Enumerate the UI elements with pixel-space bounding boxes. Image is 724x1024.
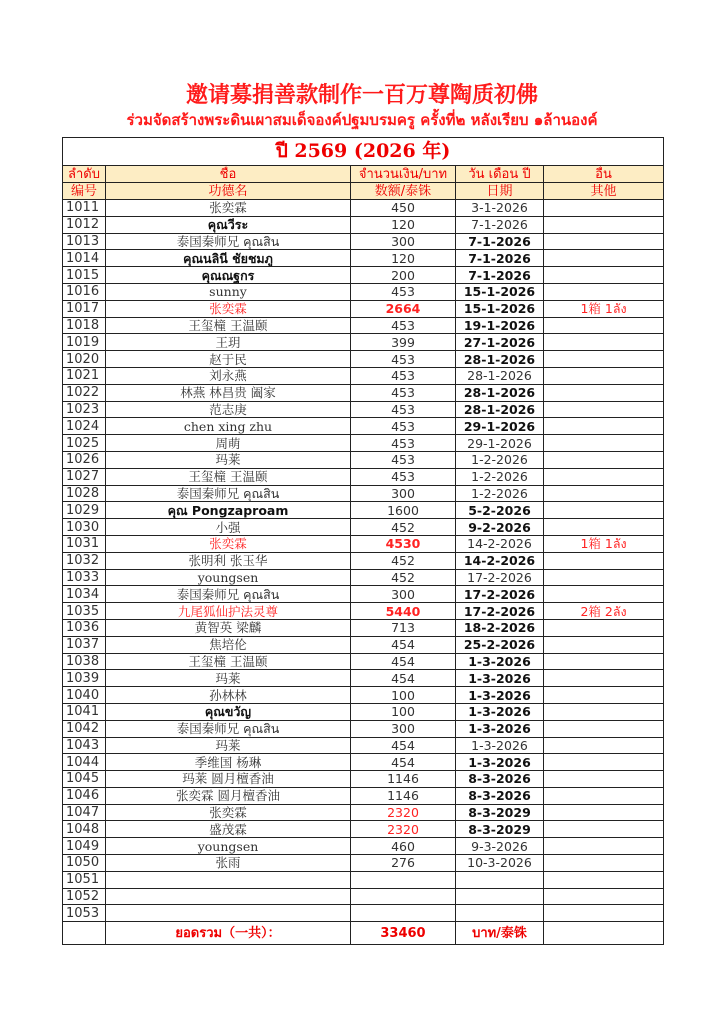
table-row: [63, 670, 664, 687]
other-note: [544, 200, 664, 217]
donation-date: 25-2-2026: [456, 636, 544, 653]
total-unit: บาท/泰铢: [456, 922, 544, 945]
row-id: 1042: [63, 720, 106, 737]
row-id: 1027: [63, 468, 106, 485]
other-note: [544, 771, 664, 788]
row-id: 1052: [63, 888, 106, 905]
row-id: 1039: [63, 670, 106, 687]
donation-date: 28-1-2026: [456, 384, 544, 401]
other-note: [544, 216, 664, 233]
table-row: [63, 300, 664, 317]
header-amount-th: จำนวนเงิน/บาท: [351, 166, 456, 183]
donor-name: คุณขวัญ: [106, 703, 351, 720]
donation-amount: 453: [351, 435, 456, 452]
donor-name: 周萌: [106, 435, 351, 452]
donation-date: 1-3-2026: [456, 653, 544, 670]
donation-amount: 453: [351, 401, 456, 418]
donation-date: 10-3-2026: [456, 855, 544, 872]
table-row: [63, 687, 664, 704]
other-note: [544, 888, 664, 905]
donation-date: 15-1-2026: [456, 300, 544, 317]
header-other-zh: 其他: [544, 183, 664, 200]
other-note: [544, 720, 664, 737]
donation-amount: 453: [351, 451, 456, 468]
other-note: [544, 485, 664, 502]
donation-date: 1-3-2026: [456, 737, 544, 754]
other-note: [544, 737, 664, 754]
year-row: [63, 138, 664, 166]
header-name-zh: 功德名: [106, 183, 351, 200]
other-note: [544, 804, 664, 821]
header-id-th: ลำดับ: [63, 166, 106, 183]
donor-name: 王玺橦 王温颐: [106, 468, 351, 485]
table-row: [63, 905, 664, 922]
donor-name: chen xing zhu: [106, 418, 351, 435]
table-row: [63, 804, 664, 821]
donation-amount: 1146: [351, 771, 456, 788]
donation-amount: [351, 888, 456, 905]
donation-amount: 453: [351, 384, 456, 401]
page-title: 邀请募捐善款制作一百万尊陶质初佛: [185, 83, 538, 108]
donation-amount: 452: [351, 552, 456, 569]
header-row-chinese: [63, 183, 664, 200]
donation-date: 3-1-2026: [456, 200, 544, 217]
row-id: 1024: [63, 418, 106, 435]
row-id: 1015: [63, 267, 106, 284]
donation-date: 17-2-2026: [456, 603, 544, 620]
donor-name: 盛茂霖: [106, 821, 351, 838]
row-id: 1053: [63, 905, 106, 922]
other-note: [544, 418, 664, 435]
other-note: [544, 233, 664, 250]
table-row: [63, 233, 664, 250]
donation-date: 8-3-2029: [456, 804, 544, 821]
table-row: [63, 653, 664, 670]
donor-name: sunny: [106, 283, 351, 300]
donation-date: 8-3-2026: [456, 787, 544, 804]
donation-amount: 454: [351, 670, 456, 687]
donor-name: 刘永燕: [106, 367, 351, 384]
donation-amount: [351, 905, 456, 922]
donation-date: 9-3-2026: [456, 838, 544, 855]
row-id: 1038: [63, 653, 106, 670]
other-note: 1箱 1ลัง: [544, 300, 664, 317]
donation-amount: 300: [351, 233, 456, 250]
row-id: 1019: [63, 334, 106, 351]
donor-name: 泰国秦师兄 คุณสิน: [106, 586, 351, 603]
row-id: 1041: [63, 703, 106, 720]
year-heading: ปี 2569 (2026 年): [63, 138, 664, 166]
row-id: 1013: [63, 233, 106, 250]
row-id: 1025: [63, 435, 106, 452]
table-row: [63, 720, 664, 737]
donation-date: 15-1-2026: [456, 283, 544, 300]
donation-date: 7-1-2026: [456, 233, 544, 250]
row-id: 1036: [63, 619, 106, 636]
row-id: 1030: [63, 519, 106, 536]
donation-date: 8-3-2026: [456, 771, 544, 788]
row-id: 1011: [63, 200, 106, 217]
table-row: [63, 821, 664, 838]
other-note: [544, 687, 664, 704]
table-row: [63, 502, 664, 519]
row-id: 1046: [63, 787, 106, 804]
row-id: 1044: [63, 754, 106, 771]
table-row: [63, 636, 664, 653]
table-row: [63, 401, 664, 418]
donor-name: [106, 905, 351, 922]
row-id: 1051: [63, 871, 106, 888]
donor-name: 玛莱: [106, 451, 351, 468]
other-note: [544, 384, 664, 401]
row-id: 1014: [63, 250, 106, 267]
donation-date: 1-3-2026: [456, 703, 544, 720]
other-note: [544, 519, 664, 536]
other-note: [544, 401, 664, 418]
donation-date: 7-1-2026: [456, 250, 544, 267]
donor-name: 张奕霖: [106, 535, 351, 552]
donation-amount: 2320: [351, 821, 456, 838]
row-id: 1050: [63, 855, 106, 872]
donor-name: 林燕 林昌贵 阖家: [106, 384, 351, 401]
other-note: [544, 787, 664, 804]
donor-name: คุณนลินี ชัยชมภู: [106, 250, 351, 267]
row-id: 1032: [63, 552, 106, 569]
table-row: [63, 787, 664, 804]
total-other-cell: [544, 922, 664, 945]
table-row: [63, 737, 664, 754]
donation-date: 17-2-2026: [456, 586, 544, 603]
donation-amount: 300: [351, 485, 456, 502]
donation-date: 7-1-2026: [456, 216, 544, 233]
donation-amount: 100: [351, 703, 456, 720]
donor-name: 黄智英 梁麟: [106, 619, 351, 636]
donor-name: 张雨: [106, 855, 351, 872]
row-id: 1047: [63, 804, 106, 821]
donor-name: 孙林林: [106, 687, 351, 704]
row-id: 1034: [63, 586, 106, 603]
donation-date: 29-1-2026: [456, 435, 544, 452]
donor-name: 张明利 张玉华: [106, 552, 351, 569]
table-row: [63, 283, 664, 300]
total-amount: 33460: [351, 922, 456, 945]
header-name-th: ชื่อ: [106, 166, 351, 183]
donation-date: 17-2-2026: [456, 569, 544, 586]
donation-amount: 2320: [351, 804, 456, 821]
donation-amount: 453: [351, 418, 456, 435]
table-row: [63, 485, 664, 502]
donation-amount: [351, 871, 456, 888]
donor-name: 泰国秦师兄 คุณสิน: [106, 485, 351, 502]
table-row: [63, 569, 664, 586]
donation-date: 7-1-2026: [456, 267, 544, 284]
table-row: [63, 250, 664, 267]
other-note: [544, 838, 664, 855]
other-note: [544, 435, 664, 452]
donor-name: 张奕霖 圆月檀香油: [106, 787, 351, 804]
donation-amount: 200: [351, 267, 456, 284]
row-id: 1029: [63, 502, 106, 519]
donor-name: 玛莱: [106, 737, 351, 754]
table-row: [63, 888, 664, 905]
donation-amount: 713: [351, 619, 456, 636]
table-row: [63, 334, 664, 351]
other-note: [544, 267, 664, 284]
table-row: [63, 855, 664, 872]
donation-date: 1-2-2026: [456, 485, 544, 502]
total-row: [63, 922, 664, 945]
donation-amount: 453: [351, 317, 456, 334]
other-note: [544, 905, 664, 922]
header-date-zh: 日期: [456, 183, 544, 200]
row-id: 1033: [63, 569, 106, 586]
donor-name: 焦培伦: [106, 636, 351, 653]
donation-amount: 300: [351, 586, 456, 603]
donor-name: คุณณฐกร: [106, 267, 351, 284]
donor-name: 泰国秦师兄 คุณสิน: [106, 233, 351, 250]
table-row: [63, 267, 664, 284]
donation-date: 29-1-2026: [456, 418, 544, 435]
other-note: [544, 670, 664, 687]
donation-amount: 452: [351, 519, 456, 536]
row-id: 1021: [63, 367, 106, 384]
table-row: [63, 838, 664, 855]
header-row-thai: [63, 166, 664, 183]
donor-name: 王玺橦 王温颐: [106, 317, 351, 334]
donation-date: 9-2-2026: [456, 519, 544, 536]
donation-amount: 4530: [351, 535, 456, 552]
donation-date: 28-1-2026: [456, 401, 544, 418]
other-note: [544, 619, 664, 636]
donation-date: 1-3-2026: [456, 687, 544, 704]
donor-name: 张奕霖: [106, 200, 351, 217]
donation-date: [456, 888, 544, 905]
other-note: [544, 569, 664, 586]
donation-date: 14-2-2026: [456, 535, 544, 552]
page-subtitle: ร่วมจัดสร้างพระดินเผาสมเด็จองค์ปฐมบรมครู ครั้งที่๒ หลังเรียบ ๑ล้านองค์: [126, 111, 598, 129]
row-id: 1045: [63, 771, 106, 788]
other-note: [544, 468, 664, 485]
table-row: [63, 200, 664, 217]
donor-name: [106, 888, 351, 905]
row-id: 1018: [63, 317, 106, 334]
donor-name: youngsen: [106, 569, 351, 586]
table-row: [63, 771, 664, 788]
table-row: [63, 384, 664, 401]
other-note: [544, 451, 664, 468]
donation-date: 1-2-2026: [456, 451, 544, 468]
other-note: [544, 871, 664, 888]
donor-name: คุณ Pongzaproam: [106, 502, 351, 519]
table-row: [63, 586, 664, 603]
other-note: 1箱 1ลัง: [544, 535, 664, 552]
donor-name: 张奕霖: [106, 804, 351, 821]
donation-amount: 2664: [351, 300, 456, 317]
row-id: 1022: [63, 384, 106, 401]
row-id: 1016: [63, 283, 106, 300]
donation-date: 18-2-2026: [456, 619, 544, 636]
table-row: [63, 871, 664, 888]
donation-date: 1-3-2026: [456, 754, 544, 771]
row-id: 1020: [63, 351, 106, 368]
donation-amount: 453: [351, 468, 456, 485]
donation-amount: 460: [351, 838, 456, 855]
donor-name: 王玥: [106, 334, 351, 351]
donor-name: [106, 871, 351, 888]
donation-amount: 450: [351, 200, 456, 217]
donation-amount: 300: [351, 720, 456, 737]
donation-amount: 100: [351, 687, 456, 704]
other-note: [544, 283, 664, 300]
row-id: 1031: [63, 535, 106, 552]
table-row: [63, 603, 664, 620]
donor-name: 九尾狐仙护法灵尊: [106, 603, 351, 620]
row-id: 1012: [63, 216, 106, 233]
donation-amount: 454: [351, 737, 456, 754]
table-row: [63, 519, 664, 536]
row-id: 1035: [63, 603, 106, 620]
row-id: 1048: [63, 821, 106, 838]
other-note: [544, 250, 664, 267]
donation-amount: 452: [351, 569, 456, 586]
donation-amount: 453: [351, 283, 456, 300]
row-id: 1028: [63, 485, 106, 502]
other-note: [544, 317, 664, 334]
donation-date: 1-3-2026: [456, 720, 544, 737]
donation-date: 14-2-2026: [456, 552, 544, 569]
donation-amount: 454: [351, 636, 456, 653]
donor-name: 玛莱 圆月檀香油: [106, 771, 351, 788]
other-note: [544, 586, 664, 603]
donation-amount: 276: [351, 855, 456, 872]
donation-amount: 1146: [351, 787, 456, 804]
table-row: [63, 367, 664, 384]
other-note: [544, 367, 664, 384]
donation-amount: 453: [351, 367, 456, 384]
header-date-th: วัน เดือน ปี: [456, 166, 544, 183]
table-row: [63, 317, 664, 334]
donor-name: 范志庚: [106, 401, 351, 418]
table-row: [63, 216, 664, 233]
donation-amount: 453: [351, 351, 456, 368]
donation-date: 28-1-2026: [456, 351, 544, 368]
row-id: 1040: [63, 687, 106, 704]
row-id: 1017: [63, 300, 106, 317]
donor-name: คุณวีระ: [106, 216, 351, 233]
row-id: 1043: [63, 737, 106, 754]
donation-amount: 454: [351, 754, 456, 771]
donation-date: 5-2-2026: [456, 502, 544, 519]
row-id: 1026: [63, 451, 106, 468]
row-id: 1049: [63, 838, 106, 855]
donation-date: [456, 871, 544, 888]
donor-name: 小强: [106, 519, 351, 536]
donation-date: 1-3-2026: [456, 670, 544, 687]
donation-date: 8-3-2029: [456, 821, 544, 838]
other-note: [544, 334, 664, 351]
donation-amount: 120: [351, 216, 456, 233]
table-row: [63, 703, 664, 720]
other-note: [544, 351, 664, 368]
table-row: [63, 451, 664, 468]
total-id-cell: [63, 922, 106, 945]
table-row: [63, 351, 664, 368]
donor-name: 赵于民: [106, 351, 351, 368]
donation-amount: 1600: [351, 502, 456, 519]
other-note: [544, 754, 664, 771]
donation-date: 28-1-2026: [456, 367, 544, 384]
donation-amount: 120: [351, 250, 456, 267]
donation-amount: 5440: [351, 603, 456, 620]
donation-date: 1-2-2026: [456, 468, 544, 485]
donor-name: 王玺橦 王温颐: [106, 653, 351, 670]
header-id-zh: 编号: [63, 183, 106, 200]
other-note: [544, 821, 664, 838]
other-note: [544, 855, 664, 872]
donor-name: youngsen: [106, 838, 351, 855]
header-amount-zh: 数额/泰铢: [351, 183, 456, 200]
table-row: [63, 552, 664, 569]
other-note: [544, 502, 664, 519]
total-label: ยอดรวม（一共）：: [106, 922, 351, 945]
row-id: 1023: [63, 401, 106, 418]
row-id: 1037: [63, 636, 106, 653]
donation-date: 27-1-2026: [456, 334, 544, 351]
donation-table: [62, 137, 664, 945]
table-row: [63, 619, 664, 636]
table-row: [63, 418, 664, 435]
table-row: [63, 468, 664, 485]
other-note: [544, 653, 664, 670]
table-row: [63, 435, 664, 452]
other-note: [544, 552, 664, 569]
table-row: [63, 754, 664, 771]
donation-date: [456, 905, 544, 922]
header-other-th: อื่น: [544, 166, 664, 183]
other-note: [544, 703, 664, 720]
donor-name: 张奕霖: [106, 300, 351, 317]
donation-date: 19-1-2026: [456, 317, 544, 334]
donor-name: 泰国秦师兄 คุณสิน: [106, 720, 351, 737]
donation-amount: 454: [351, 653, 456, 670]
table-row: [63, 535, 664, 552]
other-note: [544, 636, 664, 653]
donation-amount: 399: [351, 334, 456, 351]
donor-name: 玛莱: [106, 670, 351, 687]
donor-name: 季维国 杨琳: [106, 754, 351, 771]
other-note: 2箱 2ลัง: [544, 603, 664, 620]
